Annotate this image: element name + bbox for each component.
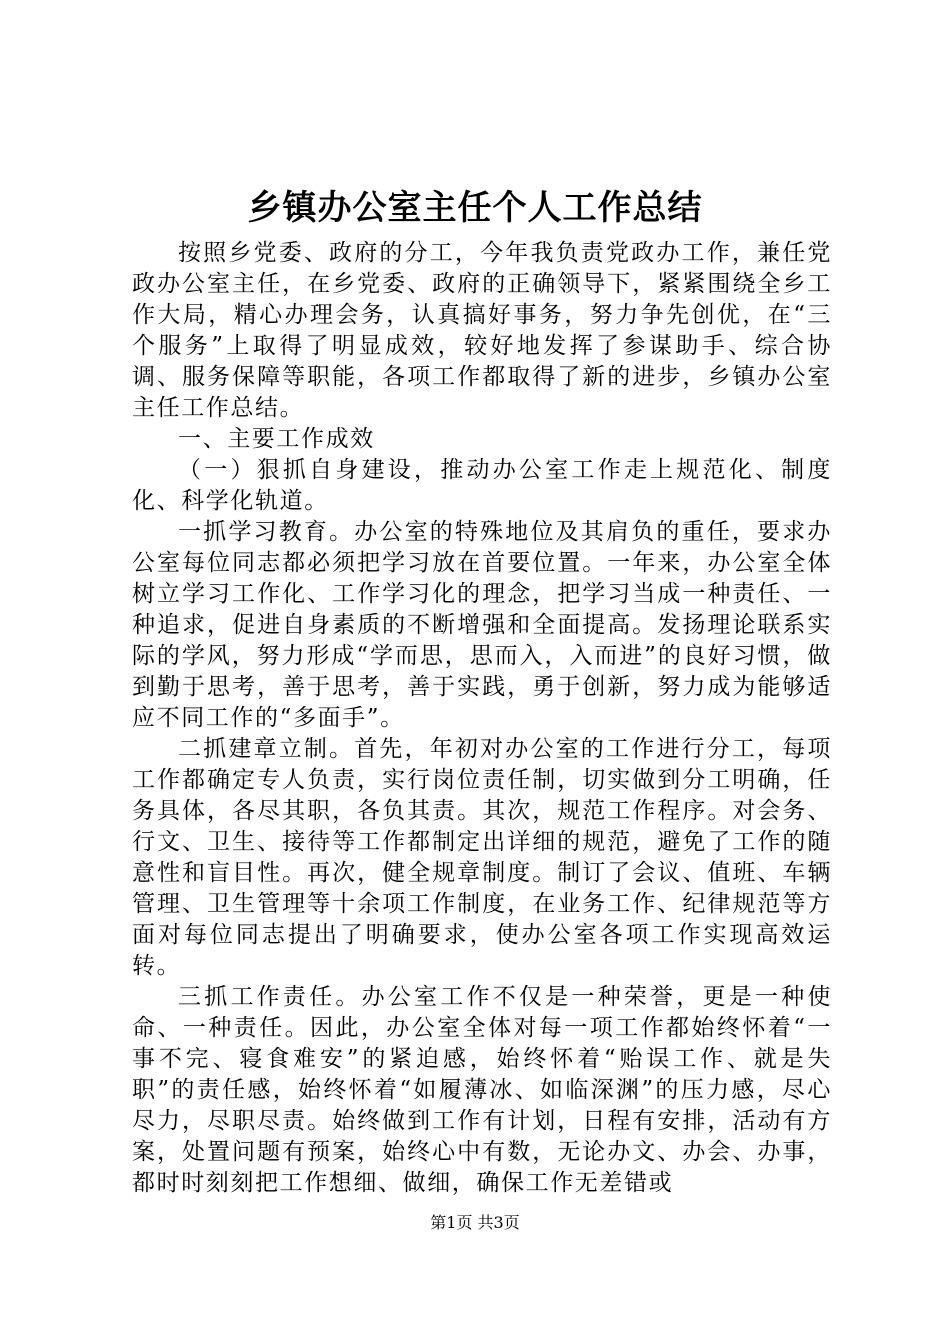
subsection-heading: （一）狠抓自身建设，推动办公室工作走上规范化、制度化、科学化轨道。 xyxy=(132,457,832,514)
paragraph-intro: 按照乡党委、政府的分工，今年我负责党政办工作，兼任党政办公室主任，在乡党委、政府的正确领导下，紧紧围绕全乡工作大局，精心办理会务，认真搞好事务，努力争先创优，在“三个服务”上取得了明显成效，较好地发挥了参谋助手、综合协调、服务保障等职能，各项工作都取得了新的进步，乡镇办公室主任工作总结。 xyxy=(132,240,832,421)
section-heading: 一、主要工作成效 xyxy=(178,426,375,452)
document-title: 乡镇办公室主任个人工作总结 xyxy=(247,188,703,228)
document-body xyxy=(132,238,832,1199)
paragraph-rules: 二抓建章立制。首先，年初对办公室的工作进行分工，每项工作都确定专人负责，实行岗位责任制，切实做到分工明确，任务具体，各尽其职，各负其责。其次，规范工作程序。对会务、行文、卫生、接待等工作都制定出详细的规范，避免了工作的随意性和盲目性。再次，健全规章制度。制订了会议、值班、车辆管理、卫生管理等十余项工作制度，在业务工作、纪律规范等方面对每位同志提出了明确要求，使办公室各项工作实现高效运转。 xyxy=(132,736,832,979)
paragraph-study: 一抓学习教育。办公室的特殊地位及其肩负的重任，要求办公室每位同志都必须把学习放在首要位置。一年来，办公室全体树立学习工作化、工作学习化的理念，把学习当成一种责任、一种追求，促进自身素质的不断增强和全面提高。发扬理论联系实际的学风，努力形成“学而思，思而入，入而进”的良好习惯，做到勤于思考，善于思考，善于实践，勇于创新，努力成为能够适应不同工作的“多面手”。 xyxy=(132,519,832,731)
page-footer: 第1页 共3页 xyxy=(430,1213,520,1232)
paragraph-responsibility: 三抓工作责任。办公室工作不仅是一种荣誉，更是一种使命、一种责任。因此，办公室全体对每一项工作都始终怀着“一事不完、寝食难安”的紧迫感，始终怀着“贻误工作、就是失职”的责任感，始终怀着“如履薄冰、如临深渊”的压力感，尽心尽力，尽职尽责。始终做到工作有计划，日程有安排，活动有方案，处置问题有预案，始终心中有数，无论办文、办会、办事，都时时刻刻把工作想细、做细，确保工作无差错或 xyxy=(132,984,832,1196)
